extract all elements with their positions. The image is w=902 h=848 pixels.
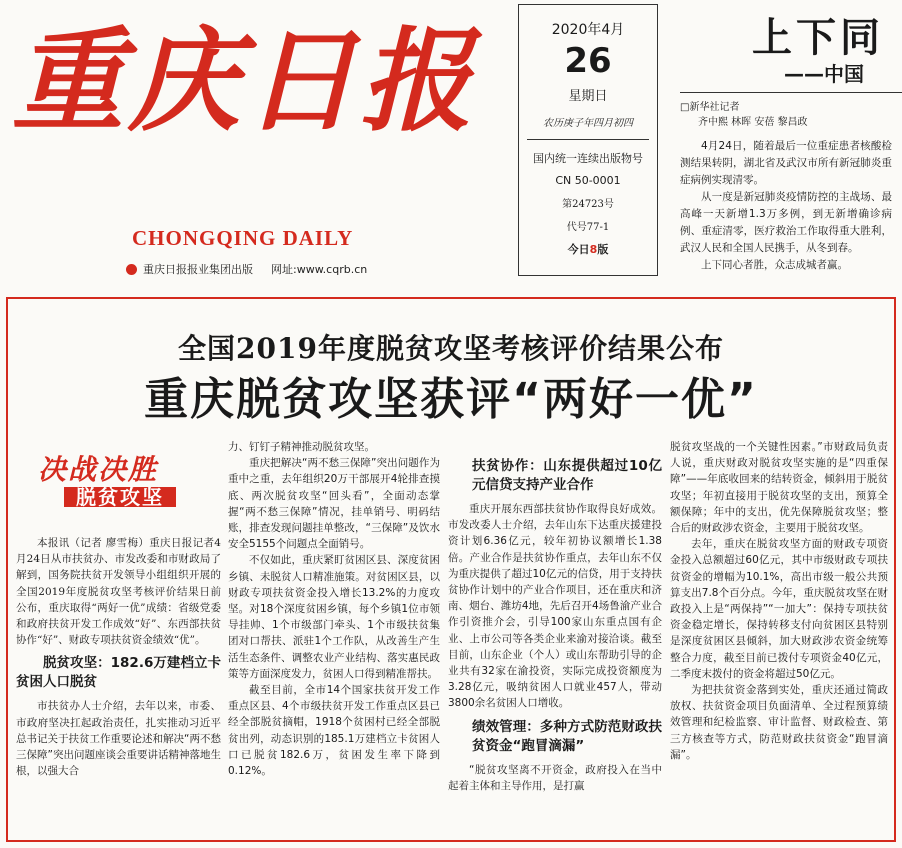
teaser-divider: [680, 92, 902, 93]
subhead-cooperation: 扶贫协作：山东提供超过10亿元信贷支持产业合作: [472, 458, 662, 493]
badge-top-text: 决战决胜: [38, 453, 159, 486]
date-day: 26: [564, 41, 612, 81]
article-intro: 本报讯（记者 廖雪梅）重庆日报记者4月24日从市扶贫办、市发改委和市财政局了解到，国务院扶贫开发领导小组组织开展的全国2019年度脱贫攻坚考核评价结果日前公布，重庆取得“两好一优”成绩：省级党委和政府扶贫开发工作成效“好”、东西部扶贫协作“好”、财政专项扶贫资金绩效“优”。: [16, 537, 221, 647]
article-paragraph: “脱贫攻坚离不开资金，政府投入在当中起着主体和主导作用，是打赢: [448, 763, 662, 792]
postal-code: 代号77-1: [566, 222, 610, 233]
article-paragraph: 截至目前，全市14个国家扶贫开发工作重点区县、4个市级扶贫开发工作重点区县已经全部脱贫摘帽，1918个贫困村已经全部脱贫出列，动态识别的185.1万建档立卡贫困人口已脱贫182.6万，贫困发生率下降到0.12%。: [228, 684, 440, 778]
lead-story: [6, 297, 896, 842]
article-paragraph: 力、钉钉子精神推动脱贫攻坚。: [228, 441, 375, 453]
date-weekday: 星期日: [568, 89, 608, 104]
campaign-badge: [34, 453, 212, 525]
teaser-body: 4月24日，随着最后一位重症患者核酸检测结果转阴，湖北省及武汉市所有新冠肺炎重症病例实现清零。 从一度是新冠肺炎疫情防控的主战场、最高峰一天新增1.3万多例，到无新增确诊病例、重症清零，医疗救治工作取得重大胜利，武汉人民和全国人民携手，从冬到春。 上下同心者胜，众志成城者赢。: [680, 140, 892, 271]
cn-number: CN 50-0001: [555, 174, 621, 187]
publisher-name: 重庆日报报业集团出版: [143, 263, 253, 276]
teaser-title[interactable]: 上下同: [752, 15, 884, 61]
subhead-poverty: 脱贫攻坚：182.6万建档立卡贫困人口脱贫: [16, 655, 221, 691]
teaser-article[interactable]: [672, 0, 902, 290]
masthead: [0, 0, 902, 290]
date-box: [518, 4, 658, 276]
page-count: 今日8版: [567, 243, 609, 256]
column-2: [228, 439, 440, 839]
article-paragraph: 不仅如此，重庆紧盯贫困区县、深度贫困乡镇、未脱贫人口精准施策。对贫困区县，以财政专项扶贫资金投入增长13.2%的力度攻坚。对18个深度贫困乡镇，每个乡镇1位市领导挂帅、1个市级部门牵头、1个市级扶贫集团对口帮扶、派驻1个工作队，从改善生产生活生态条件、调整农业产业结构、落实惠民政策等方面深度发力，贫困人口得到精准帮扶。: [228, 554, 440, 680]
logo-text: 重庆日报: [12, 16, 476, 147]
date-lunar: 农历庚子年四月初四: [543, 118, 633, 129]
article-paragraph: 为把扶贫资金落到实处，重庆还通过简政放权、扶贫资金项目负面清单、全过程预算绩效管理和纪检监察、审计监督、财政检查、第三方核查等方式，防范财政扶贫资金“跑冒滴漏”。: [670, 684, 888, 761]
teaser-subtitle: ——中国: [784, 62, 864, 86]
date-divider: [527, 139, 649, 140]
article-paragraph: 重庆开展东西部扶贫协作取得良好成效。市发改委人士介绍，去年山东下达重庆援建投资计划6.36亿元，较年初协议额增长1.38倍。产业合作是扶贫协作重点，去年山东不仅为重庆提供了超过10亿元的信贷，用于支持扶贫协作计划中的产业合作项目，还在重庆和济南、烟台、潍坊4地，先后召开4场鲁渝产业合作引资推介会，引导100家山东重点国有企业、上市公司等各类企业来渝对接洽谈。截至目前，山东企业（个人）或山东帮助引导的企业共有32家在渝投资，实际完成投资额度为3.28亿元，吸纳贫困人口就业457人，带动3800余名贫困人口增收。: [448, 503, 662, 710]
article-paragraph: 重庆把解决“两不愁三保障”突出问题作为重中之重，去年组织20万干部展开4轮排查摸底、两次脱贫攻坚“回头看”，全面动态掌握“两不愁三保障”情况，挂单销号、明码结账，排查发现问题挂单整改，“三保障”及饮水安全5155个问题点全面销号。: [228, 457, 440, 551]
teaser-byline: □新华社记者 齐中熙 林晖 安蓓 黎昌政: [680, 102, 808, 128]
subhead-performance: 绩效管理：多种方式防范财政扶贫资金“跑冒滴漏”: [472, 718, 662, 754]
story-headline[interactable]: 重庆脱贫攻坚获评“两好一优”: [144, 374, 758, 425]
publisher-line: [126, 261, 367, 277]
column-3: [448, 439, 662, 839]
newspaper-logo[interactable]: [12, 16, 502, 225]
column-4: [670, 439, 888, 839]
badge-bottom-text: 脱贫攻坚: [64, 487, 176, 507]
article-paragraph: 脱贫攻坚战的一个关键性因素。”市财政局负责人说，重庆财政对脱贫攻坚实施的是“四重保障”——年底收回来的结转资金，倾斜用于脱贫攻坚；年初直接用于脱贫攻坚的支出，预算全额保障；年中的支出，优先保障脱贫攻坚；整合后的财政涉农资金，主要用于脱贫攻坚。: [670, 441, 888, 535]
column-1: [16, 439, 221, 839]
issue-number: 第24723号: [562, 199, 614, 210]
issn-label: 国内统一连续出版物号: [533, 152, 643, 165]
logo-english: CHONGQING DAILY: [132, 226, 354, 250]
article-paragraph: 市扶贫办人士介绍，去年以来，市委、市政府坚决扛起政治责任，扎实推动习近平总书记关于扶贫工作重要论述和解决“两不愁三保障”突出问题座谈会重要讲话精神落地生根，以强大合: [16, 700, 221, 778]
date-year-month: 2020年4月: [551, 22, 625, 38]
article-paragraph: 去年，重庆在脱贫攻坚方面的财政专项资金投入总额超过60亿元，其中市级财政专项扶贫资金的增幅为10.1%，高出市级一般公共预算支出7.8个百分点。今年，重庆脱贫攻坚在财政投入上是“两保持”“一加大”：保持专项扶贫资金稳定增长，保持转移支付向贫困区县特别是深度贫困区县倾斜，加大财政涉农资金统筹整合力度，截至目前已拨付专项资金40亿元，二季度末拨付的资金将超过50亿元。: [670, 538, 888, 680]
website-link[interactable]: 网址:www.cqrb.cn: [271, 263, 368, 276]
story-kicker: 全国2019年度脱贫攻坚考核评价结果公布: [178, 332, 724, 365]
publisher-logo-icon: [126, 264, 137, 275]
